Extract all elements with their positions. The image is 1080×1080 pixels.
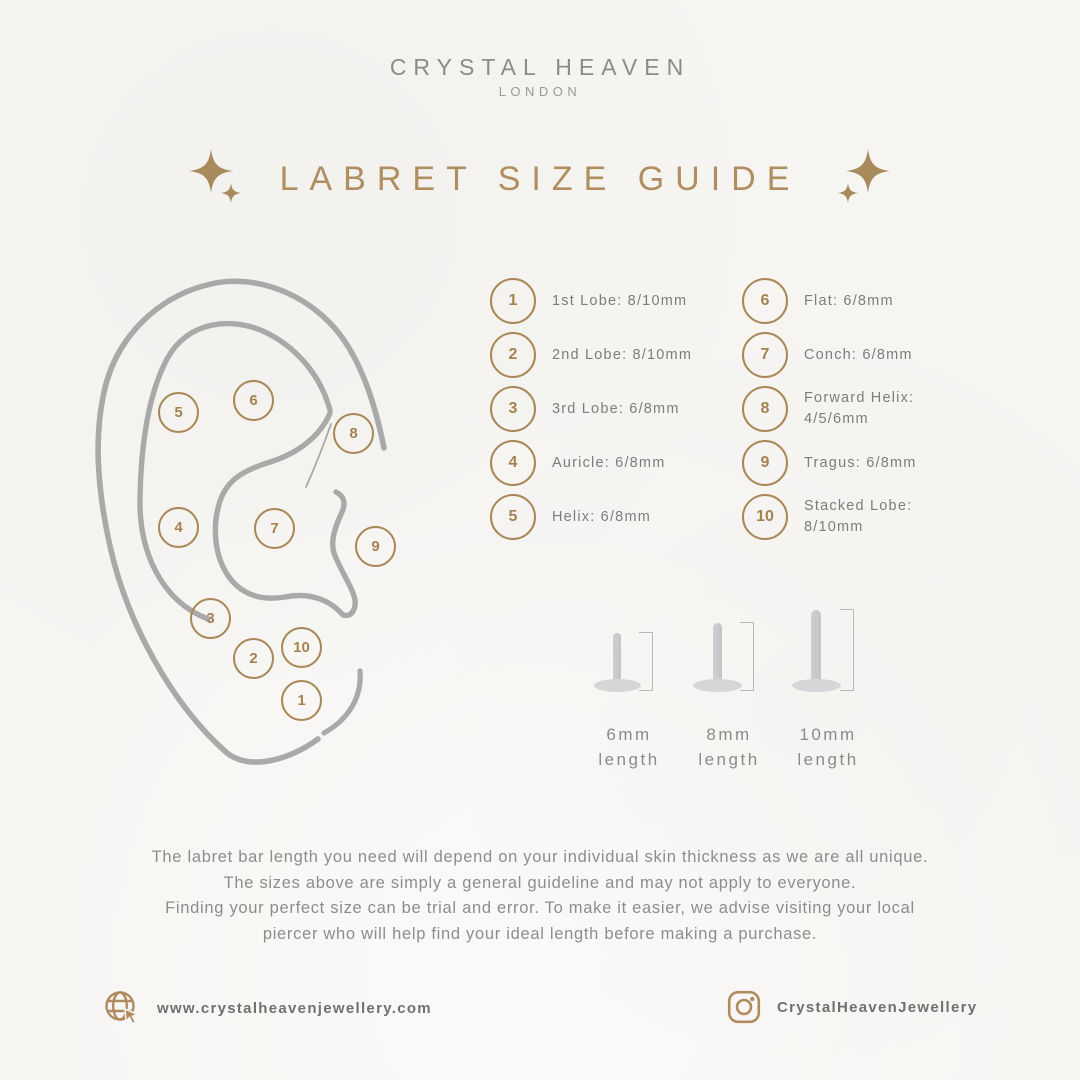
legend-number-badge: [742, 332, 788, 378]
bar-unit-text: length: [797, 750, 859, 769]
legend-number-badge: [490, 494, 536, 540]
legend-item-5: [490, 490, 692, 544]
bar-label-6mm: [577, 722, 681, 772]
ear-marker-4-number: 4: [174, 519, 183, 536]
brand-city: LONDON: [498, 84, 582, 99]
disclaimer-text: [0, 845, 1080, 947]
legend-column-left: [490, 274, 692, 544]
legend-item-8: [742, 382, 954, 436]
ear-marker-9-number: 9: [371, 538, 380, 555]
labret-base-6mm: [594, 679, 641, 692]
website-link[interactable]: [103, 989, 432, 1027]
instagram-handle: CrystalHeavenJewellery: [777, 998, 978, 1016]
legend-label: 2nd Lobe: 8/10mm: [552, 346, 693, 363]
page-title: LABRET SIZE GUIDE: [279, 160, 801, 198]
ear-marker-8-number: 8: [349, 425, 358, 442]
legend-item-7: [742, 328, 954, 382]
legend-column-right: [742, 274, 954, 544]
legend-number-badge: [490, 386, 536, 432]
bar-size-text: 10mm: [799, 725, 857, 744]
bar-6mm: [577, 600, 681, 790]
bar-unit-text: length: [698, 750, 760, 769]
bar-10mm: [776, 600, 880, 790]
bar-label-8mm: [677, 722, 781, 772]
instagram-icon: [727, 990, 761, 1024]
disclaimer-line-3: Finding your perfect size can be trial and error. To make it easier, we advise visiting your local: [165, 899, 915, 917]
ear-marker-7-number: 7: [270, 520, 279, 537]
legend-number-badge: [490, 440, 536, 486]
instagram-link[interactable]: [727, 990, 977, 1024]
legend-label: Tragus: 6/8mm: [804, 454, 917, 471]
website-url: www.crystalheavenjewellery.com: [157, 999, 432, 1017]
legend-label: Auricle: 6/8mm: [552, 454, 666, 471]
ear-marker-3-number: 3: [206, 610, 215, 627]
legend-label: Stacked Lobe: 8/10mm: [804, 498, 913, 535]
bar-length-illustrations: [577, 600, 907, 790]
ear-marker-6: [233, 380, 274, 421]
ear-marker-5-number: 5: [174, 404, 183, 421]
labret-base-10mm: [792, 679, 841, 692]
ear-marker-2: [233, 638, 274, 679]
measure-bracket-6mm: [639, 632, 653, 691]
legend-number-badge: [742, 278, 788, 324]
legend-number: 8: [760, 400, 770, 417]
ear-marker-2-number: 2: [249, 650, 258, 667]
disclaimer-line-2: The sizes above are simply a general guideline and may not apply to everyone.: [223, 873, 857, 892]
labret-base-8mm: [693, 679, 742, 692]
legend-number: 6: [760, 292, 770, 309]
legend-number-badge: [742, 494, 788, 540]
ear-marker-9: [355, 526, 396, 567]
legend-item-10: [742, 490, 954, 544]
ear-marker-4: [158, 507, 199, 548]
ear-marker-10-number: 10: [293, 639, 310, 656]
legend-item-9: [742, 436, 954, 490]
legend-number-badge: [490, 332, 536, 378]
legend-item-3: [490, 382, 692, 436]
legend-item-4: [490, 436, 692, 490]
legend-item-2: [490, 328, 692, 382]
legend-number: 7: [760, 346, 770, 363]
legend-number: 1: [508, 292, 518, 309]
labret-stem-10mm: [811, 610, 821, 686]
legend-item-6: [742, 274, 954, 328]
ear-marker-5: [158, 392, 199, 433]
ear-marker-1-number: 1: [297, 692, 306, 709]
sparkle-right-icon: [828, 140, 900, 212]
legend-label: Forward Helix: 4/5/6mm: [804, 390, 915, 427]
bar-unit-text: length: [598, 750, 660, 769]
legend-label: Flat: 6/8mm: [804, 292, 894, 309]
legend-number: 5: [508, 508, 518, 525]
bar-size-text: 8mm: [706, 725, 752, 744]
measure-bracket-8mm: [740, 622, 754, 691]
ear-marker-10: [281, 627, 322, 668]
legend-number: 9: [760, 454, 770, 471]
ear-marker-1: [281, 680, 322, 721]
measure-bracket-10mm: [840, 609, 854, 691]
ear-marker-3: [190, 598, 231, 639]
ear-marker-8: [333, 413, 374, 454]
legend-number: 2: [508, 346, 518, 363]
legend-number-badge: [490, 278, 536, 324]
legend-number: 10: [756, 508, 774, 525]
bar-size-text: 6mm: [606, 725, 652, 744]
legend-label: Conch: 6/8mm: [804, 346, 913, 363]
bar-8mm: [677, 600, 781, 790]
bar-label-10mm: [776, 722, 880, 772]
globe-cursor-icon: [103, 989, 141, 1027]
ear-marker-6-number: 6: [249, 392, 258, 409]
labret-stem-8mm: [713, 623, 722, 686]
legend-number-badge: [742, 386, 788, 432]
disclaimer-line-1: The labret bar length you need will depend on your individual skin thickness as we are all unique.: [151, 848, 929, 866]
legend-item-1: [490, 274, 692, 328]
ear-marker-7: [254, 508, 295, 549]
legend-label: 3rd Lobe: 6/8mm: [552, 400, 680, 417]
legend-label: Helix: 6/8mm: [552, 508, 651, 525]
legend-number: 4: [508, 454, 518, 471]
brand-name: CRYSTAL HEAVEN: [389, 54, 691, 80]
legend-label: 1st Lobe: 8/10mm: [552, 292, 688, 309]
legend-number-badge: [742, 440, 788, 486]
legend-number: 3: [508, 400, 518, 417]
disclaimer-line-4: piercer who will help find your ideal length before making a purchase.: [262, 924, 818, 943]
